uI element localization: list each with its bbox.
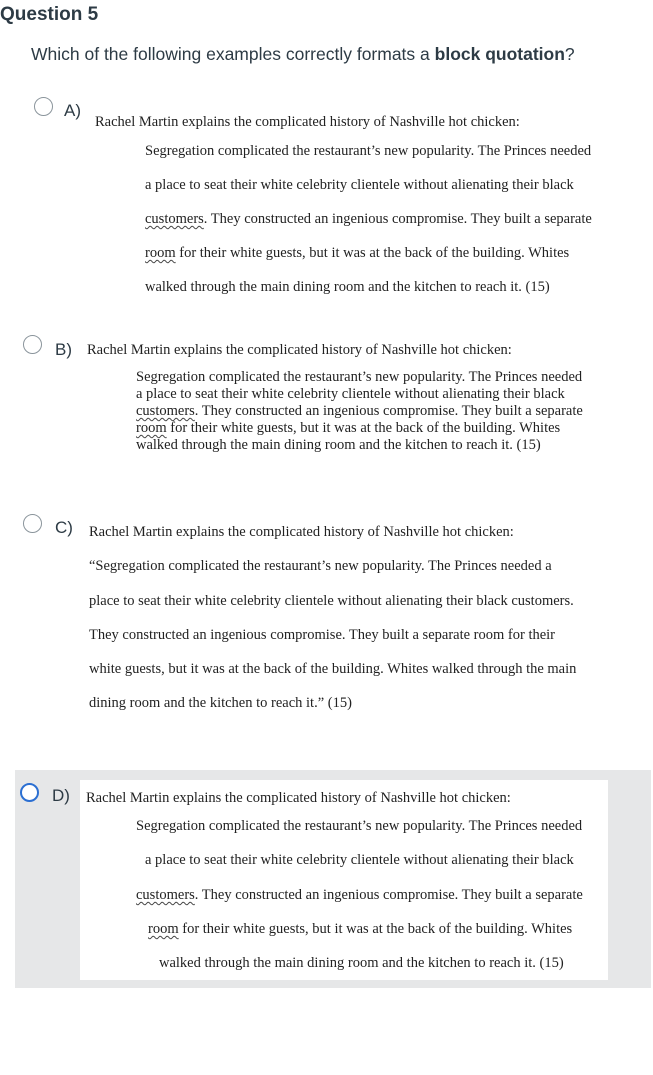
option-b-line: Segregation complicated the restaurant’s new popularity. The Princes needed: [136, 369, 583, 385]
option-b-intro: Rachel Martin explains the complicated history of Nashville hot chicken:: [87, 342, 512, 358]
option-d-line: Segregation complicated the restaurant’s new popularity. The Princes needed: [136, 818, 583, 834]
option-c-letter: C): [55, 518, 73, 537]
spellcheck-word: room: [145, 245, 176, 261]
spellcheck-word: customers: [145, 211, 204, 227]
option-c-line: “Segregation complicated the restaurant’s new popularity. The Princes needed a: [89, 558, 552, 574]
option-d-line-rest: for their white guests, but it was at the back of the building. Whites: [178, 921, 573, 937]
spellcheck-word: room: [148, 921, 179, 937]
option-d-line: walked through the main dining room and the kitchen to reach it. (15): [159, 955, 564, 971]
option-b-line: [136, 403, 583, 420]
question-text-suffix: ?: [564, 44, 575, 64]
option-b-line: a place to seat their white celebrity clientele without alienating their black: [136, 386, 565, 402]
option-b-letter: B): [55, 340, 72, 359]
question-title: Question 5: [0, 4, 99, 25]
option-b-radio[interactable]: [23, 335, 42, 354]
option-c-line: place to seat their white celebrity clientele without alienating their black customers.: [89, 593, 574, 609]
spellcheck-word: room: [136, 420, 167, 436]
option-d-radio[interactable]: [20, 783, 39, 802]
option-a-letter: A): [64, 101, 81, 120]
option-d-intro: Rachel Martin explains the complicated history of Nashville hot chicken:: [86, 790, 511, 806]
option-c-radio[interactable]: [23, 514, 42, 533]
option-a-radio[interactable]: [34, 97, 53, 116]
option-b-line: walked through the main dining room and the kitchen to reach it. (15): [136, 437, 541, 453]
option-a-line: [145, 211, 592, 228]
question-text-prefix: Which of the following examples correctly formats a: [31, 44, 435, 64]
option-c-line: They constructed an ingenious compromise. They built a separate room for their: [89, 627, 556, 643]
spellcheck-word: customers: [136, 887, 195, 903]
option-a-line-rest: . They constructed an ingenious compromise. They built a separate: [203, 211, 592, 227]
option-b-line: [136, 420, 583, 437]
option-c-line: dining room and the kitchen to reach it.” (15): [89, 695, 352, 711]
option-a-line: walked through the main dining room and the kitchen to reach it. (15): [145, 279, 550, 295]
option-d-line: a place to seat their white celebrity clientele without alienating their black: [145, 852, 574, 868]
option-d-line-rest: . They constructed an ingenious compromise. They built a separate: [194, 887, 583, 903]
option-a-line: a place to seat their white celebrity clientele without alienating their black: [145, 177, 574, 193]
option-b-line-rest: . They constructed an ingenious compromise. They built a separate: [194, 403, 583, 419]
question-text-bold: block quotation: [434, 44, 565, 64]
option-b-quote-block: [136, 369, 583, 454]
option-a-line: Segregation complicated the restaurant’s new popularity. The Princes needed: [145, 143, 592, 159]
option-d-content-box: [80, 780, 608, 980]
question-text: [31, 44, 575, 65]
option-a-line-rest: for their white guests, but it was at the back of the building. Whites: [175, 245, 570, 261]
option-a-intro: Rachel Martin explains the complicated history of Nashville hot chicken:: [95, 114, 520, 130]
option-d-line: [148, 921, 572, 938]
option-d-letter: D): [52, 786, 70, 805]
option-d-line: [136, 887, 583, 904]
option-c-line: white guests, but it was at the back of the building. Whites walked through the main: [89, 661, 577, 677]
option-a-line: [145, 245, 569, 262]
option-c-intro: Rachel Martin explains the complicated history of Nashville hot chicken:: [89, 524, 514, 540]
option-b-line-rest: for their white guests, but it was at the back of the building. Whites: [166, 420, 561, 436]
spellcheck-word: customers: [136, 403, 195, 419]
